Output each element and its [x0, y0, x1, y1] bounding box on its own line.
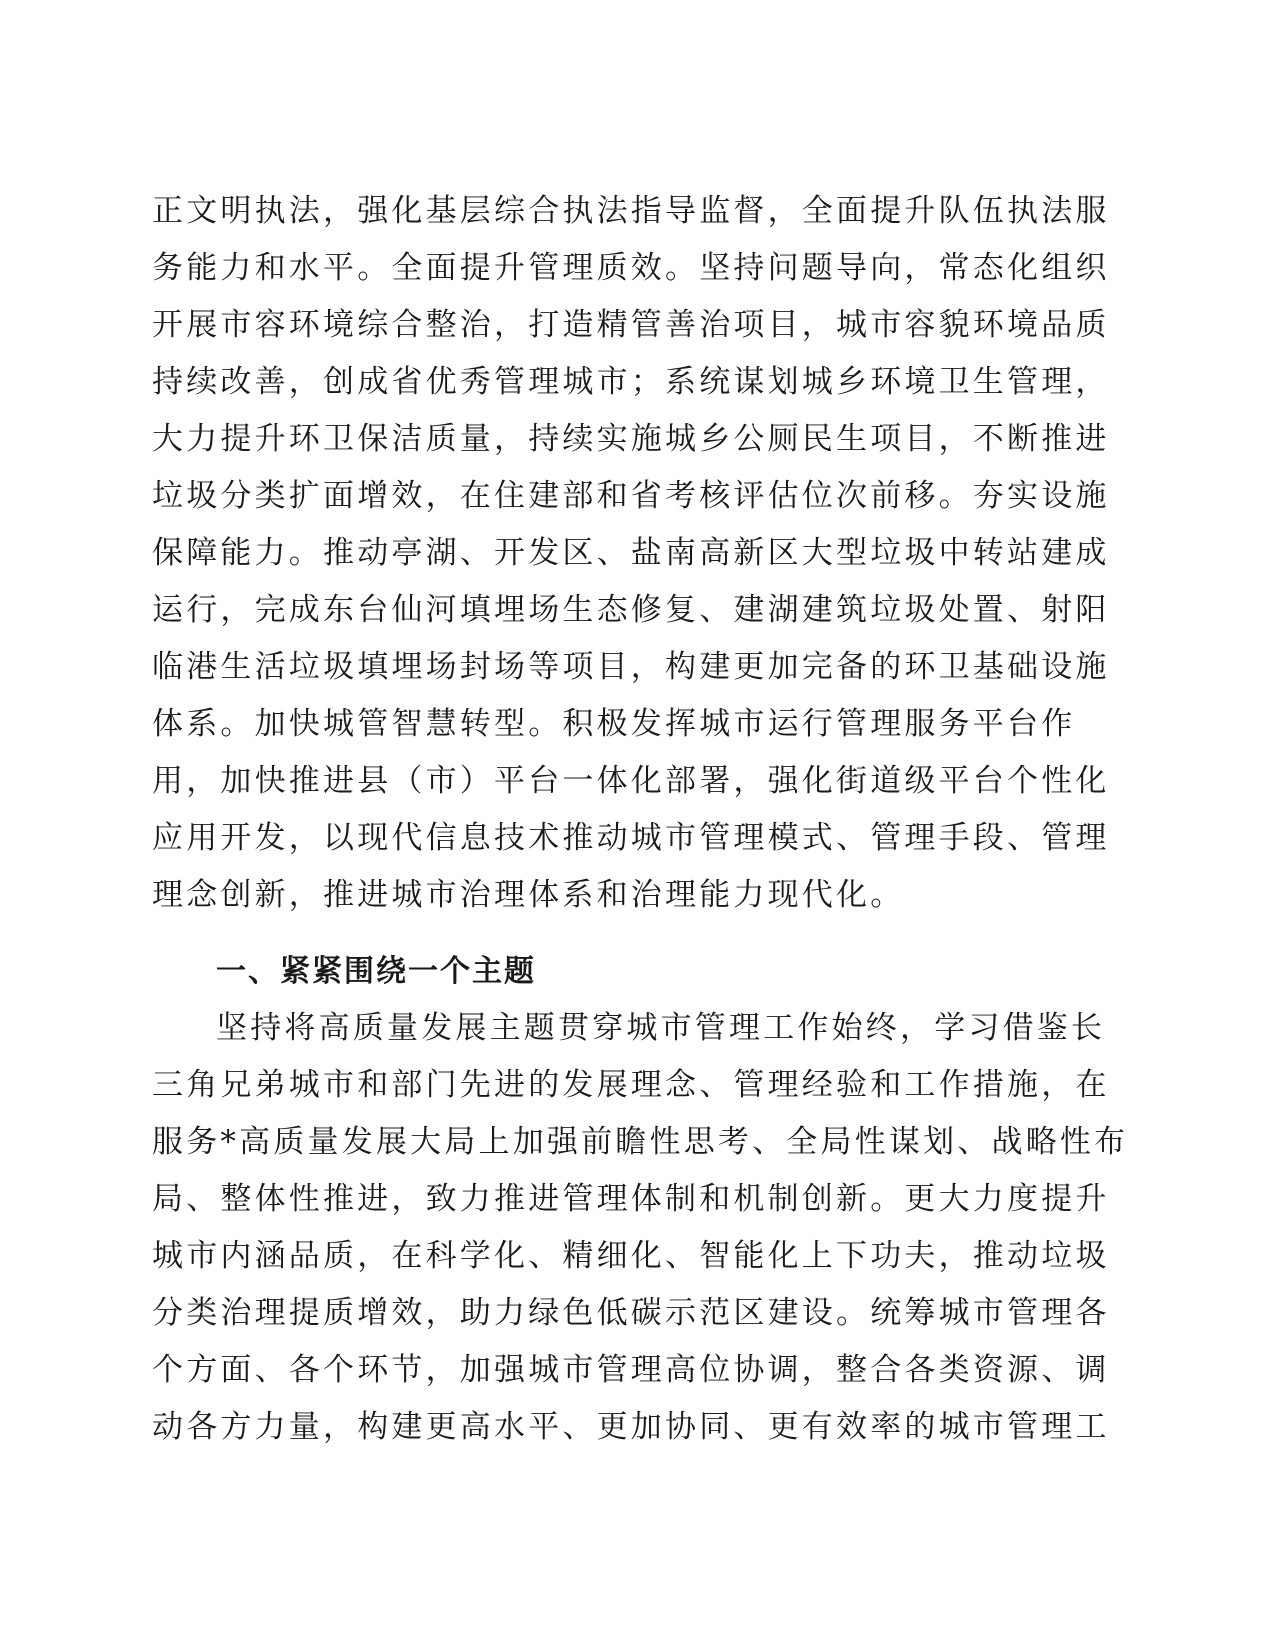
text-line: 应用开发，以现代信息技术推动城市管理模式、管理手段、管理 [152, 820, 1110, 856]
text-line: 正文明执法，强化基层综合执法指导监督，全面提升队伍执法服 [152, 193, 1110, 229]
text-line: 动各方力量，构建更高水平、更加协同、更有效率的城市管理工 [152, 1409, 1110, 1445]
text-line: 大力提升环卫保洁质量，持续实施城乡公厕民生项目，不断推进 [152, 421, 1110, 457]
section-heading: 一、紧紧围绕一个主题 [216, 954, 536, 989]
text-line: 理念创新，推进城市治理体系和治理能力现代化。 [152, 877, 905, 913]
text-line: 服务*高质量发展大局上加强前瞻性思考、全局性谋划、战略性布 [152, 1124, 1129, 1160]
text-line: 分类治理提质增效，助力绿色低碳示范区建设。统筹城市管理各 [152, 1295, 1110, 1331]
text-line: 垃圾分类扩面增效，在住建部和省考核评估位次前移。夯实设施 [152, 478, 1110, 514]
text-line: 用，加快推进县（市）平台一体化部署，强化街道级平台个性化 [152, 763, 1110, 799]
text-line: 个方面、各个环节，加强城市管理高位协调，整合各类资源、调 [152, 1352, 1110, 1388]
paragraph-1 [152, 183, 1110, 924]
text-line: 开展市容环境综合整治，打造精管善治项目，城市容貌环境品质 [152, 307, 1110, 343]
text-line: 体系。加快城管智慧转型。积极发挥城市运行管理服务平台作 [152, 706, 1076, 742]
text-line: 持续改善，创成省优秀管理城市；系统谋划城乡环境卫生管理， [152, 364, 1110, 400]
text-line: 城市内涵品质，在科学化、精细化、智能化上下功夫，推动垃圾 [152, 1238, 1110, 1274]
text-line: 局、整体性推进，致力推进管理体制和机制创新。更大力度提升 [152, 1181, 1110, 1217]
text-line: 坚持将高质量发展主题贯穿城市管理工作始终，学习借鉴长 [216, 1010, 1106, 1046]
text-line: 运行，完成东台仙河填埋场生态修复、建湖建筑垃圾处置、射阳 [152, 592, 1110, 628]
text-line: 保障能力。推动亭湖、开发区、盐南高新区大型垃圾中转站建成 [152, 535, 1110, 571]
text-line: 临港生活垃圾填埋场封场等项目，构建更加完备的环卫基础设施 [152, 649, 1110, 685]
text-line: 三角兄弟城市和部门先进的发展理念、管理经验和工作措施，在 [152, 1067, 1110, 1103]
text-line: 务能力和水平。全面提升管理质效。坚持问题导向，常态化组织 [152, 250, 1110, 286]
paragraph-2 [152, 1000, 1129, 1456]
